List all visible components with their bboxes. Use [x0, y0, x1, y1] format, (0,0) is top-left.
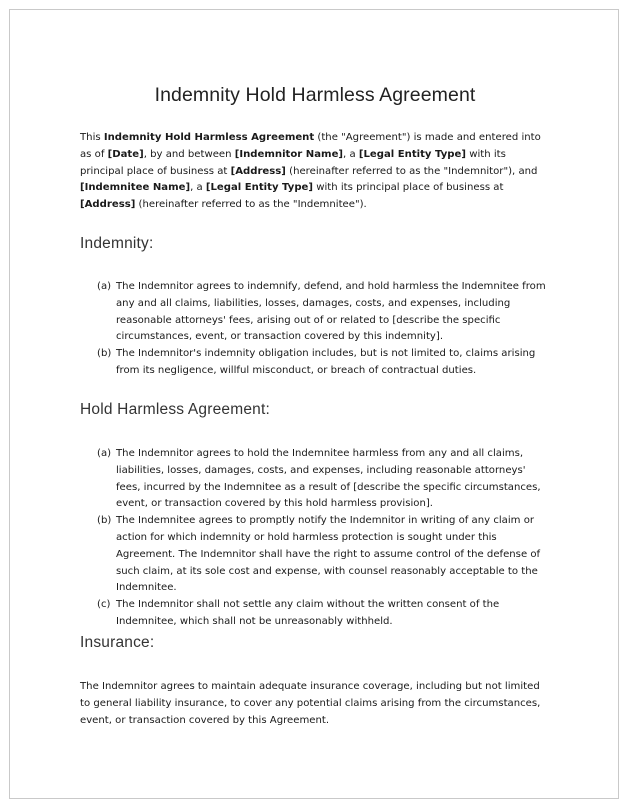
list-item-text: The Indemnitee agrees to promptly notify the Indemnitor in writing of any claim or action for which indemnity or hold harmless protection is sought under this Agreement. The Indemnitor shall have the right to assume control of the defense of such claim, at its sole cost and expense, with counsel reasonably acceptable to the Indemnitee.	[116, 515, 541, 594]
intro-bold-agreement-name: Indemnity Hold Harmless Agreement	[103, 132, 315, 143]
list-item	[97, 346, 552, 380]
list-marker: (a)	[97, 448, 112, 459]
document-title: Indemnity Hold Harmless Agreement	[154, 84, 476, 106]
intro-text: (hereinafter referred to as the "Indemnitee").	[135, 199, 367, 211]
intro-bold-indemnitor-name: [Indemnitor Name]	[234, 148, 344, 160]
list-marker: (b)	[97, 348, 112, 360]
intro-text: This	[80, 132, 104, 143]
section-heading-indemnity: Indemnity:	[80, 235, 154, 252]
list-marker: (a)	[97, 281, 112, 292]
list-item	[97, 279, 552, 346]
list-item	[97, 513, 552, 597]
intro-bold-indemnitee-name: [Indemnitee Name]	[80, 182, 191, 194]
section-heading-hold-harmless: Hold Harmless Agreement:	[80, 401, 271, 418]
intro-bold-date: [Date]	[107, 148, 144, 160]
hold-harmless-list	[97, 446, 552, 631]
intro-text: with its principal place of business at	[313, 182, 504, 194]
list-marker: (b)	[97, 515, 112, 527]
intro-bold-address: [Address]	[80, 199, 136, 211]
list-item	[97, 597, 552, 631]
intro-bold-entity-type: [Legal Entity Type]	[358, 148, 466, 160]
intro-text: , a	[190, 182, 206, 194]
intro-text: , a	[343, 148, 359, 160]
intro-bold-address: [Address]	[230, 165, 286, 177]
section-heading-insurance: Insurance:	[80, 634, 155, 651]
intro-text: with its principal place of business at	[80, 148, 506, 177]
indemnity-list	[97, 279, 552, 380]
intro-bold-entity-type: [Legal Entity Type]	[205, 182, 314, 194]
list-marker: (c)	[97, 599, 111, 611]
insurance-paragraph: The Indemnitor agrees to maintain adequate insurance coverage, including but not limited to general liability insurance, to cover any potential claims arising from the circumstances, event, or transaction covered by this Agreement.	[80, 681, 541, 726]
intro-text: , by and between	[143, 148, 235, 160]
list-item-text: The Indemnitor agrees to hold the Indemnitee harmless from any and all claims, liabilities, losses, damages, costs, and expenses, including reasonable attorneys' fees, incurred by the Indemnitee as a result of [describe the specific circumstances, event, or transaction covered by this hold harmless provision].	[116, 448, 541, 510]
list-item	[97, 446, 552, 513]
list-item-text: The Indemnitor shall not settle any claim without the written consent of the Indemnitee, which shall not be unreasonably withheld.	[116, 599, 500, 627]
document-page	[9, 9, 619, 799]
intro-text: (the "Agreement") is made and entered into as of	[80, 132, 541, 160]
intro-paragraph	[80, 130, 550, 214]
list-item-text: The Indemnitor's indemnity obligation includes, but is not limited to, claims arising from its negligence, willful misconduct, or breach of contractual duties.	[116, 348, 536, 376]
intro-text: (hereinafter referred to as the "Indemnitor"), and	[285, 165, 538, 177]
list-item-text: The Indemnitor agrees to indemnify, defend, and hold harmless the Indemnitee from any and all claims, liabilities, losses, damages, costs, and expenses, including reasonable attorneys' fees, arising out of or related to [describe the specific circumstances, event, or transaction covered by this indemnity].	[116, 281, 546, 343]
